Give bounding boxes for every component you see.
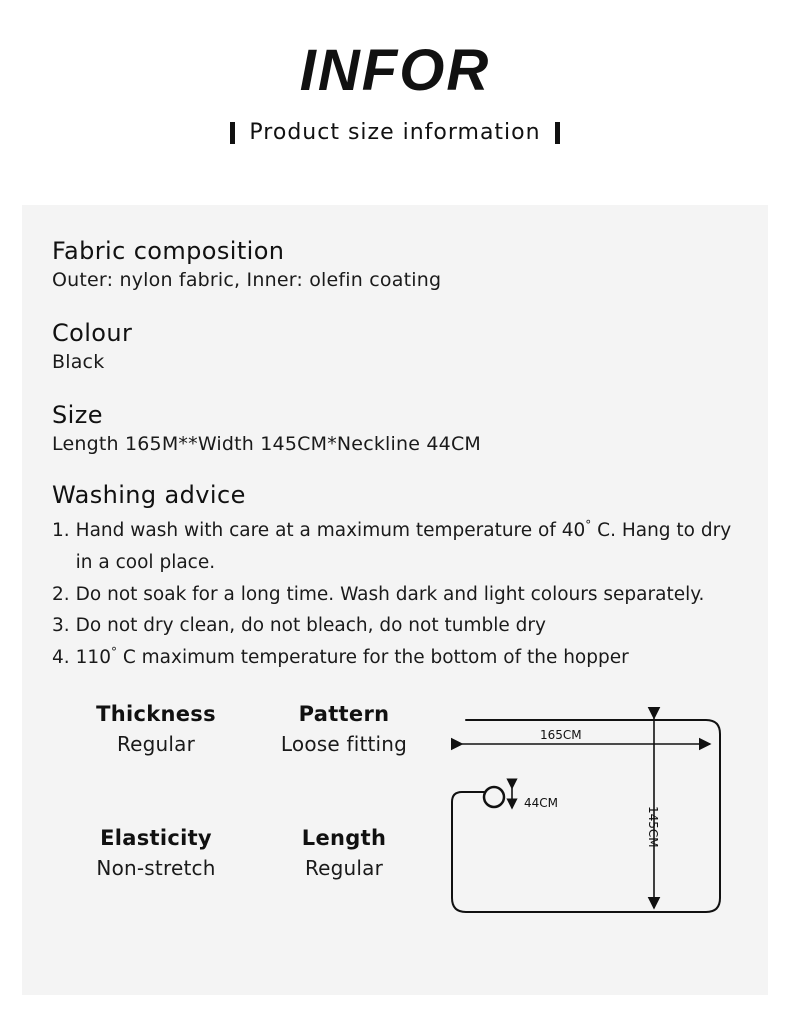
diagram-height-label: 145CM [646,806,660,848]
attribute-length [250,826,438,922]
colour-title: Colour [52,319,133,347]
page-header [0,0,790,145]
attribute-thickness [62,702,250,798]
attribute-label: Thickness [96,702,216,727]
list-item-number: 2. [52,583,70,605]
list-item-text-tail: C. Hang to dry in a cool place. [75,520,732,573]
attributes-grid [52,702,438,922]
list-item-text [76,579,738,611]
diagram-neckline-label: 44CM [524,796,559,811]
size-diagram [448,702,738,922]
diagram-width-label: 165CM [540,728,582,743]
section-size [52,401,738,455]
section-fabric-composition [52,237,738,291]
list-item [52,579,738,611]
list-item [52,642,738,674]
attribute-value: Regular [304,856,384,881]
size-body: Length 165M**Width 145CM*Neckline 44CM [52,433,482,455]
degree-symbol: ° [585,517,592,532]
attribute-elasticity [62,826,250,922]
list-item-text [76,642,738,674]
list-item-text-main: Hand wash with care at a maximum temperature of 40 [75,520,586,541]
colour-body: Black [52,351,105,373]
list-item-text [76,610,738,642]
info-panel [22,205,768,995]
attribute-value: Loose fitting [280,732,408,757]
subtitle-row [0,120,790,145]
list-item-text-main: Do not dry clean, do not bleach, do not tumble dry [75,615,546,637]
fabric-body: Outer: nylon fabric, Inner: olefin coating [52,269,442,291]
garment-outline [452,720,720,912]
fabric-title: Fabric composition [52,237,285,265]
degree-symbol: ° [110,645,117,660]
attribute-label: Elasticity [100,826,212,851]
attributes-and-diagram [52,702,738,922]
attribute-value: Regular [116,732,196,757]
list-item-text-tail: C maximum temperature for the bottom of the hopper [116,647,629,669]
attribute-value: Non-stretch [96,856,216,881]
list-item-text-main: 110 [75,647,111,669]
section-washing-advice [52,481,738,674]
list-item-number: 3. [52,615,70,637]
page-subtitle: Product size information [249,120,541,145]
attribute-label: Length [301,826,387,851]
section-colour [52,319,738,373]
list-item [52,515,738,579]
attribute-pattern [250,702,438,798]
neckline-circle [484,787,504,807]
list-item-number: 1. [52,520,70,541]
size-diagram-svg [448,702,738,922]
bar-mark-right-icon [555,122,560,144]
list-item-number: 4. [52,647,70,669]
size-title: Size [52,401,103,429]
attribute-label: Pattern [298,702,390,727]
washing-list [52,515,738,674]
list-item-text [76,515,738,579]
brand-title: INFOR [299,38,491,103]
washing-title: Washing advice [52,481,246,509]
bar-mark-left-icon [230,122,235,144]
list-item-text-main: Do not soak for a long time. Wash dark and light colours separately. [75,583,705,605]
list-item [52,610,738,642]
